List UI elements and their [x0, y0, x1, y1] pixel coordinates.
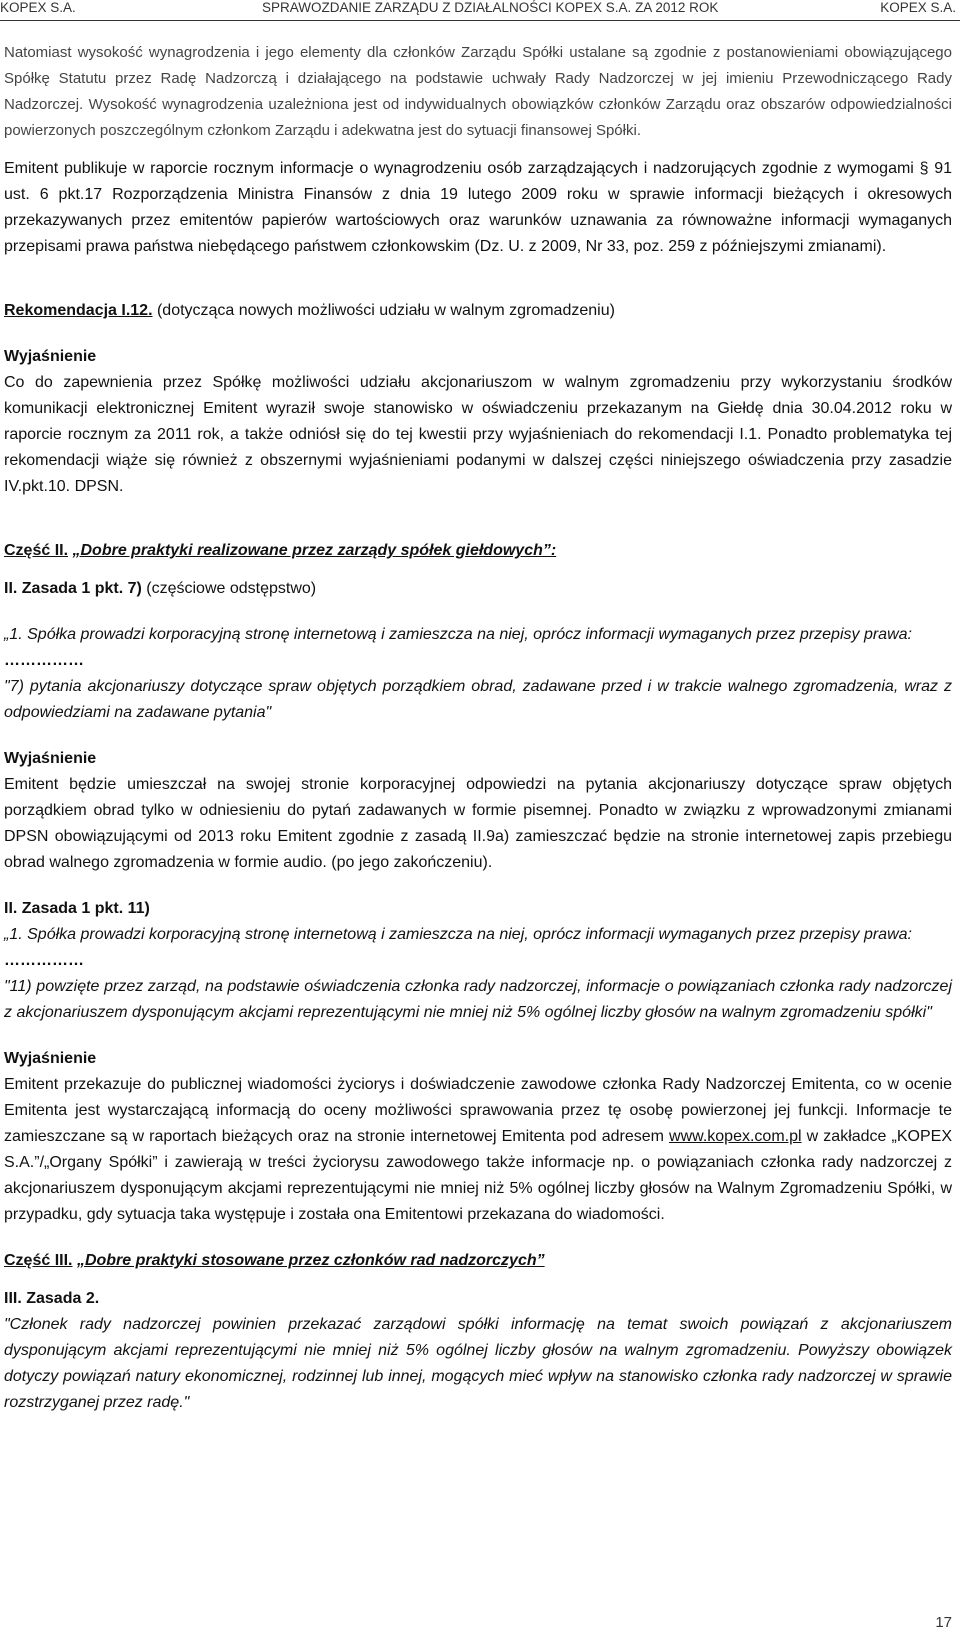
- header-company-left: KOPEX S.A.: [0, 0, 76, 15]
- part2-title: „Dobre praktyki realizowane przez zarządy spółek giełdowych”:: [72, 542, 557, 559]
- page-number: 17: [935, 1614, 952, 1631]
- explanation-text-2: Emitent będzie umieszczał na swojej stronie korporacyjnej odpowiedzi na pytania akcjonariuszy dotyczące spraw objętych porządkiem obrad tylko w odniesieniu do pytań zadawanych w formie pisemnej. Ponadto w związku z wprowadzonymi zmianami DPSN obowiązującymi od 2013 roku Emitent zgodnie z zasadą II.9a) zamieszczać będzie na stronie internetowej zapis przebiegu obrad walnego zgromadzenia w formie audio. (po jego zakończeniu).: [4, 776, 952, 871]
- header-company-right: KOPEX S.A.: [880, 0, 956, 15]
- explanation-text-3a: Emitent przekazuje do publicznej wiadomości życiorys i doświadczenie zawodowe członka Rady Nadzorczej Emitenta, co w ocenie Emitenta jest wystarczającą informacją do oceny możliwości sprawowania przez tę osobę powierzonej jej funkcji. Informacje te zamieszczane są w raportach bieżących oraz na stronie internetowej Emitenta pod adresem: [4, 1076, 952, 1145]
- principle-7-dots: ……………: [4, 652, 84, 669]
- principle-7-quote-2: "7) pytania akcjonariuszy dotyczące spraw objętych porządkiem obrad, zadawane przed i w trakcie walnego zgromadzenia, wraz z odpowiedziami na zadawane pytania": [4, 678, 952, 721]
- principle-7-quote-1: „1. Spółka prowadzi korporacyjną stronę internetową i zamieszcza na niej, oprócz informacji wymaganych przez przepisy prawa:: [4, 626, 912, 643]
- explanation-text-3b: w zakładce „KOPEX S.A.”/„Organy Spółki” i zawierają w treści życiorysu zawodowego także informacje np. o powiązaniach członka rady nadzorczej z akcjonariuszem dysponującym akcjami reprezentującymi nie mniej niż 5% ogólnej liczby głosów na Walnym Zgromadzeniu Spółki, w przypadku, gdy sytuacja taka występuje i została ona Emitentowi przekazana do wiadomości.: [4, 1128, 953, 1223]
- part2-label: Część II.: [4, 542, 69, 559]
- paragraph-remuneration-b: Wysokość wynagrodzenia uzależniona jest od indywidualnych obowiązków członków Zarządu oraz obszarów odpowiedzialności powierzonych poszczególnym członkom Zarządu i adekwatna jest do sytuacji finansowej Spółki.: [4, 96, 953, 139]
- header-report-title: SPRAWOZDANIE ZARZĄDU Z DZIAŁALNOŚCI KOPEX S.A. ZA 2012 ROK: [262, 0, 719, 15]
- principle-7-heading: [4, 576, 952, 602]
- part2-heading: [4, 538, 952, 564]
- paragraph-remuneration: [4, 40, 952, 144]
- principle-3-2-quote: "Członek rady nadzorczej powinien przekazać zarządowi spółki informację na temat swoich powiązań z akcjonariuszem dysponującym akcjami reprezentującymi nie mniej niż 5% ogólnej liczby głosów na walnym zgromadzeniu. Powyższy obowiązek dotyczy powiązań natury ekonomicznej, rodzinnej lub innej, mogących mieć wpływ na stanowisko członka rady nadzorczej w sprawie rozstrzyganej przez radę.": [4, 1316, 952, 1411]
- principle-7-note: (częściowe odstępstwo): [141, 580, 317, 597]
- explanation-heading-2: Wyjaśnienie: [4, 750, 97, 767]
- recommendation-text: (dotycząca nowych możliwości udziału w walnym zgromadzeniu): [152, 302, 615, 319]
- paragraph-reporting: Emitent publikuje w raporcie rocznym informacje o wynagrodzeniu osób zarządzających i nadzorujących zgodnie z wymogami § 91 ust. 6 pkt.17 Rozporządzenia Ministra Finansów z dnia 19 lutego 2009 roku w sprawie informacji bieżących i okresowych przekazywanych przez emitentów papierów wartościowych oraz warunków uznawania za równoważne informacji wymaganych przepisami prawa państwa niebędącego państwem członkowskim (Dz. U. z 2009, Nr 33, poz. 259 z późniejszymi zmianami).: [4, 160, 952, 255]
- part3-heading: [4, 1248, 952, 1274]
- kopex-website-link[interactable]: www.kopex.com.pl: [669, 1128, 802, 1145]
- part3-label: Część III.: [4, 1252, 73, 1269]
- principle-11-quote-2: "11) powzięte przez zarząd, na podstawie oświadczenia członka rady nadzorczej, informacje o powiązaniach członka rady nadzorczej z akcjonariuszem dysponującym akcjami reprezentującymi nie mniej niż 5% ogólnej liczby głosów na walnym zgromadzeniu spółki": [4, 978, 952, 1021]
- header-rule: [0, 20, 960, 21]
- explanation-text-1: Co do zapewnienia przez Spółkę możliwości udziału akcjonariuszom w walnym zgromadzeniu przy wykorzystaniu środków komunikacji elektronicznej Emitent wyraził swoje stanowisko w oświadczeniu przekazanym na Giełdę dnia 30.04.2012 roku w raporcie rocznym za 2011 rok, a także odniósł się do tej kwestii przy wyjaśnieniach do rekomendacji I.1. Ponadto problematyka tej rekomendacji wiąże się również z obszernymi wyjaśnieniami podanymi w dalszej części niniejszego oświadczenia przy zasadzie IV.pkt.10. DPSN.: [4, 374, 952, 495]
- principle-11-quote-1: „1. Spółka prowadzi korporacyjną stronę internetową i zamieszcza na niej, oprócz informacji wymaganych przez przepisy prawa:: [4, 926, 912, 943]
- explanation-text-3: [4, 1072, 952, 1228]
- recommendation-label: Rekomendacja I.12.: [4, 302, 153, 319]
- principle-7-label: II. Zasada 1 pkt. 7): [4, 580, 142, 597]
- principle-3-2-heading: III. Zasada 2.: [4, 1290, 100, 1307]
- part3-title: „Dobre praktyki stosowane przez członków rad nadzorczych”: [76, 1252, 545, 1269]
- paragraph-remuneration-a: Natomiast wysokość wynagrodzenia i jego elementy dla członków Zarządu Spółki ustalane są zgodnie z postanowieniami obowiązującego Spółkę Statutu przez Radę Nadzorczą i działającego na podstawie uchwały Rady Nadzorczej w jej imieniu Przewodniczącego Rady Nadzorczej.: [4, 44, 952, 113]
- explanation-heading-3: Wyjaśnienie: [4, 1050, 97, 1067]
- recommendation-line: [4, 298, 952, 324]
- page-content: [4, 40, 952, 1416]
- page-header: [0, 0, 960, 16]
- explanation-heading-1: Wyjaśnienie: [4, 348, 97, 365]
- principle-11-heading: II. Zasada 1 pkt. 11): [4, 900, 150, 917]
- principle-11-dots: ……………: [4, 952, 84, 969]
